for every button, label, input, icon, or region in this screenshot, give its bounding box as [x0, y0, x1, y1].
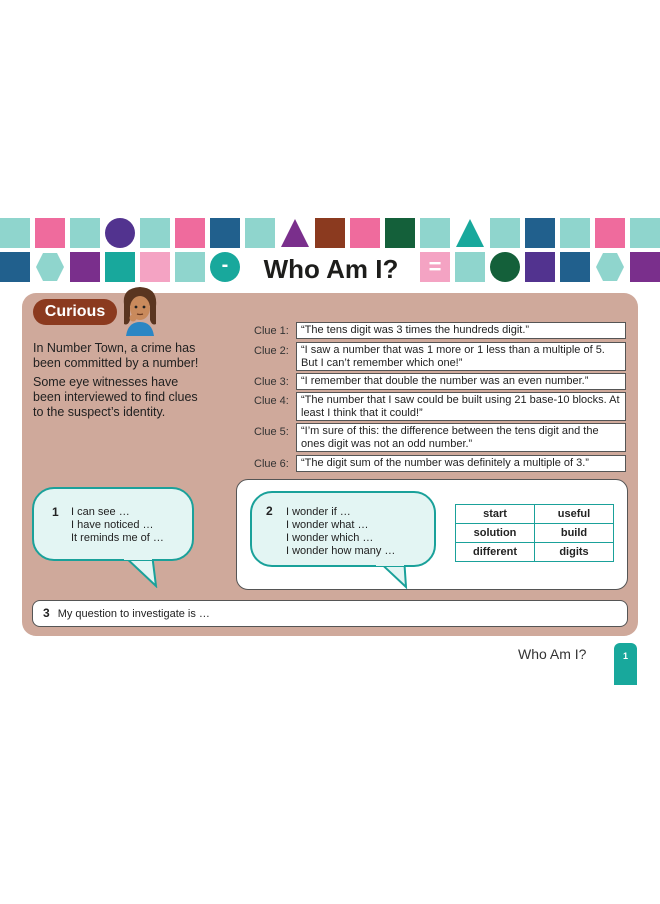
- square-shape: [175, 218, 205, 248]
- circle-shape: [105, 218, 135, 248]
- equals-symbol: =: [420, 252, 450, 282]
- square-shape: [0, 252, 30, 282]
- prompt-line: I wonder which …: [286, 532, 374, 544]
- bubble-prompts: [286, 506, 395, 558]
- word-cell: build: [535, 524, 614, 543]
- girl-thinking-icon: [116, 284, 164, 336]
- word-cell: digits: [535, 543, 614, 562]
- clue-text: “The digit sum of the number was definitely a multiple of 3.”: [296, 455, 626, 472]
- question-number: 3: [43, 606, 50, 620]
- prompt-line: I wonder what …: [286, 519, 369, 531]
- clue-label: Clue 1:: [254, 325, 289, 337]
- clue-text: “I remember that double the number was an even number.”: [296, 373, 626, 390]
- square-shape: [105, 252, 135, 282]
- circle-shape: [490, 252, 520, 282]
- square-shape: [70, 218, 100, 248]
- footer-title: Who Am I?: [518, 646, 587, 662]
- page-number-tab: 1: [614, 643, 637, 685]
- square-shape: [490, 218, 520, 248]
- square-shape: [140, 218, 170, 248]
- square-shape: [140, 252, 170, 282]
- square-shape: [630, 218, 660, 248]
- prompt-line: I can see …: [71, 506, 130, 518]
- clue-label: Clue 2:: [254, 345, 289, 357]
- hexagon-shape: [595, 252, 625, 282]
- clue-text: “The number that I saw could be built using 21 base-10 blocks. At least I think that it could!”: [296, 392, 626, 421]
- clue-label: Clue 4:: [254, 395, 289, 407]
- page-title: Who Am I?: [246, 252, 416, 286]
- clue-label: Clue 5:: [254, 426, 289, 438]
- square-shape: [35, 218, 65, 248]
- triangle-shape: [455, 218, 485, 248]
- intro-paragraph: Some eye witnesses have been interviewed to find clues to the suspect’s identity.: [33, 375, 198, 419]
- word-bank-row: [456, 524, 614, 543]
- prompt-line: It reminds me of …: [71, 532, 164, 544]
- square-shape: [175, 252, 205, 282]
- speech-bubble-tail-cover: [373, 558, 413, 570]
- word-cell: start: [456, 505, 535, 524]
- minus-symbol: -: [210, 252, 240, 282]
- bubble-prompts: [71, 506, 164, 545]
- word-bank: [455, 504, 614, 562]
- clue-label: Clue 6:: [254, 458, 289, 470]
- square-shape: [0, 218, 30, 248]
- square-shape: [560, 252, 590, 282]
- word-bank-row: [456, 505, 614, 524]
- intro-paragraph: In Number Town, a crime has been committed by a number!: [33, 341, 199, 370]
- clue-label: Clue 3:: [254, 376, 289, 388]
- prompt-line: I wonder if …: [286, 506, 351, 518]
- square-shape: [455, 252, 485, 282]
- clue-text: “I saw a number that was 1 more or 1 less than a multiple of 5. But I can’t remember which one!”: [296, 342, 626, 371]
- shape-strip-top: [0, 218, 660, 250]
- square-shape: [595, 218, 625, 248]
- triangle-shape: [280, 218, 310, 248]
- prompt-line: I have noticed …: [71, 519, 154, 531]
- prompt-line: I wonder how many …: [286, 545, 396, 557]
- speech-bubble-tail-cover: [121, 552, 161, 564]
- square-shape: [525, 252, 555, 282]
- curious-badge: Curious: [33, 299, 117, 325]
- word-cell: different: [456, 543, 535, 562]
- square-shape: [350, 218, 380, 248]
- square-shape: [245, 218, 275, 248]
- square-shape: [315, 218, 345, 248]
- square-shape: [210, 218, 240, 248]
- hexagon-shape: [35, 252, 65, 282]
- clue-text: “The tens digit was 3 times the hundreds digit.”: [296, 322, 626, 339]
- square-shape: [385, 218, 415, 248]
- square-shape: [630, 252, 660, 282]
- word-cell: solution: [456, 524, 535, 543]
- clue-text: “I’m sure of this: the difference between the tens digit and the ones digit was not an odd number.”: [296, 423, 626, 452]
- intro-text: [33, 341, 203, 424]
- word-cell: useful: [535, 505, 614, 524]
- square-shape: [560, 218, 590, 248]
- square-shape: [525, 218, 555, 248]
- question-box[interactable]: [32, 600, 628, 627]
- bubble-number: 1: [52, 505, 59, 519]
- word-bank-row: [456, 543, 614, 562]
- square-shape: [70, 252, 100, 282]
- bubble-number: 2: [266, 504, 273, 518]
- square-shape: [420, 218, 450, 248]
- question-prompt: My question to investigate is …: [57, 608, 210, 620]
